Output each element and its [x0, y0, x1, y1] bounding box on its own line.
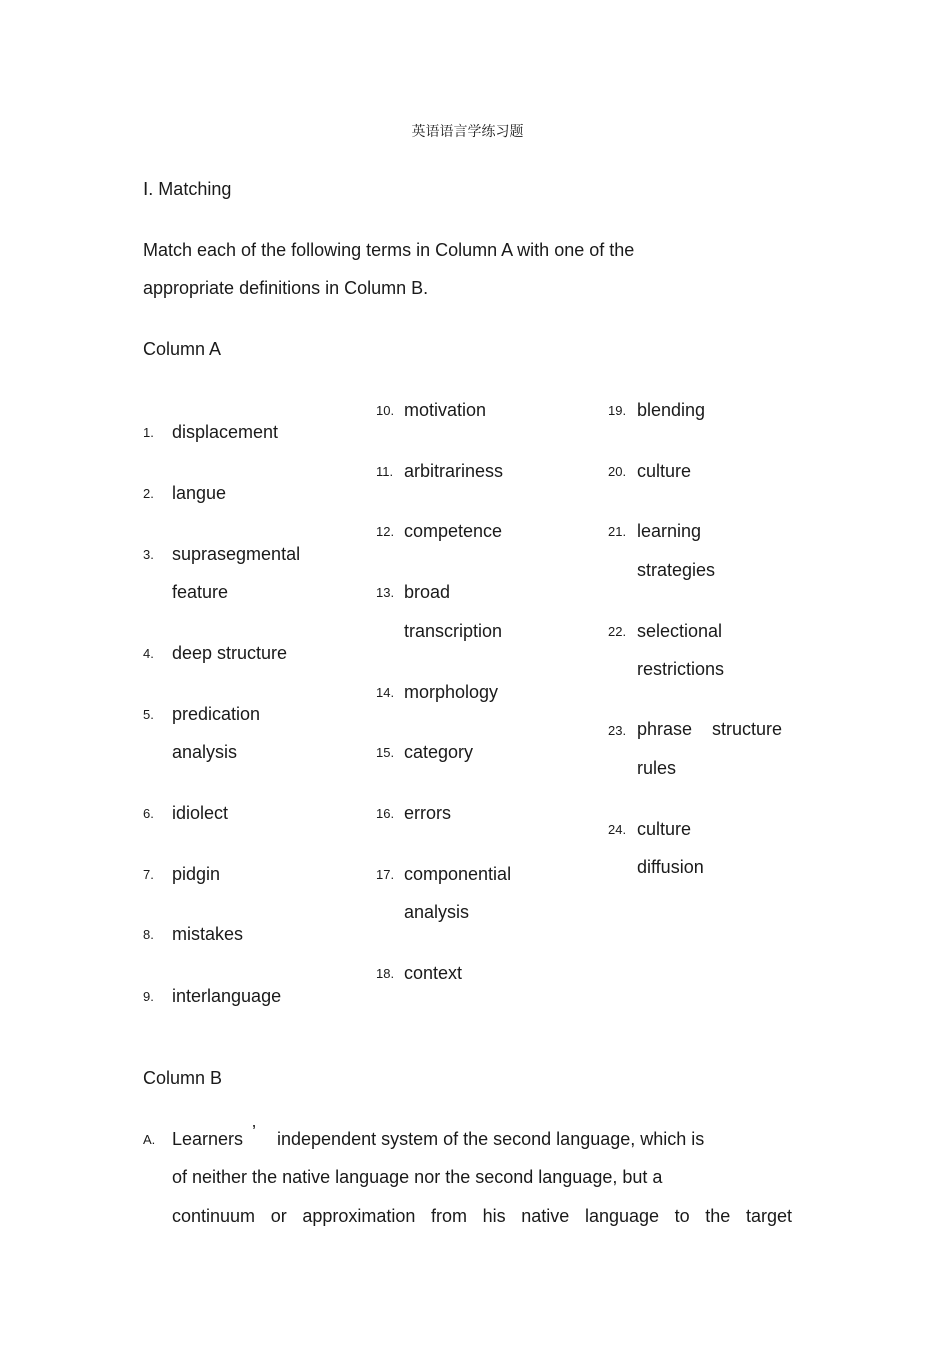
definition-word: target	[745, 1206, 792, 1226]
term-label: predication	[172, 704, 261, 724]
definition-text-part: independent system of the second language, which is	[277, 1129, 705, 1149]
term-number: 14.	[376, 685, 395, 700]
page-title: 英语语言学练习题	[411, 124, 524, 140]
term-number: 18.	[376, 966, 395, 981]
term-label: componential	[404, 864, 512, 884]
term-label: phrase structure	[637, 719, 783, 739]
term-number: 12.	[376, 524, 395, 539]
term-label-cont: strategies	[637, 560, 716, 580]
term-label: suprasegmental	[172, 544, 301, 564]
section-heading: Ⅰ. Matching	[143, 179, 232, 199]
term-number: 11.	[376, 464, 394, 479]
column-a-heading: Column A	[143, 339, 222, 359]
term-label-cont: rules	[637, 758, 677, 778]
term-number: 2.	[143, 486, 154, 501]
definition-word: or	[270, 1206, 287, 1226]
term-number: 6.	[143, 806, 154, 821]
term-label: idiolect	[172, 803, 229, 823]
definition-word: his	[482, 1206, 506, 1226]
term-label-cont: diffusion	[637, 857, 704, 877]
column-b-heading: Column B	[143, 1068, 223, 1088]
definition-word: to	[674, 1206, 690, 1226]
term-label: errors	[404, 803, 452, 823]
term-label: langue	[172, 483, 227, 503]
term-label: learning	[637, 521, 702, 541]
term-label-cont: transcription	[404, 621, 503, 641]
definition-letter: A.	[143, 1132, 156, 1147]
term-label: blending	[637, 400, 706, 420]
definition-line-2: of neither the native language nor the second language, but a	[172, 1167, 663, 1187]
term-label: pidgin	[172, 864, 221, 884]
term-number: 23.	[608, 723, 627, 738]
term-label: displacement	[172, 422, 279, 442]
term-label: broad	[404, 582, 451, 602]
term-number: 5.	[143, 707, 154, 722]
instructions-line-2: appropriate definitions in Column B.	[143, 278, 429, 298]
term-number: 7.	[143, 867, 154, 882]
term-number: 19.	[608, 403, 627, 418]
definition-line-3	[172, 1205, 792, 1227]
term-number: 10.	[376, 403, 395, 418]
term-label: culture	[637, 461, 692, 481]
definition-apostrophe: ’	[252, 1122, 256, 1142]
term-label: mistakes	[172, 924, 244, 944]
term-label-cont: restrictions	[637, 659, 725, 679]
term-number: 16.	[376, 806, 395, 821]
instructions-line-1: Match each of the following terms in Column A with one of the	[143, 240, 635, 260]
term-number: 20.	[608, 464, 627, 479]
term-label: interlanguage	[172, 986, 282, 1006]
term-label-cont: analysis	[172, 742, 238, 762]
definition-word: approximation	[302, 1206, 416, 1226]
term-number: 24.	[608, 822, 627, 837]
term-label: context	[404, 963, 463, 983]
term-number: 8.	[143, 927, 154, 942]
term-number: 13.	[376, 585, 395, 600]
definition-word: native	[521, 1206, 570, 1226]
term-label-cont: analysis	[404, 902, 470, 922]
definition-word: the	[705, 1206, 731, 1226]
term-number: 22.	[608, 624, 627, 639]
term-label: competence	[404, 521, 503, 541]
term-number: 21.	[608, 524, 627, 539]
term-number: 17.	[376, 867, 395, 882]
term-label: category	[404, 742, 474, 762]
definition-text-part: Learners	[172, 1129, 244, 1149]
definition-word: language	[584, 1206, 660, 1226]
term-label: culture	[637, 819, 692, 839]
term-number: 15.	[376, 745, 395, 760]
term-label-cont: feature	[172, 582, 229, 602]
term-label: selectional	[637, 621, 723, 641]
definition-word: from	[431, 1206, 468, 1226]
term-number: 3.	[143, 547, 154, 562]
definition-word: continuum	[172, 1206, 256, 1226]
term-label: arbitrariness	[404, 461, 504, 481]
term-number: 4.	[143, 646, 154, 661]
term-number: 1.	[143, 425, 154, 440]
term-number: 9.	[143, 989, 154, 1004]
term-label: morphology	[404, 682, 499, 702]
term-label: deep structure	[172, 643, 288, 663]
term-label: motivation	[404, 400, 487, 420]
